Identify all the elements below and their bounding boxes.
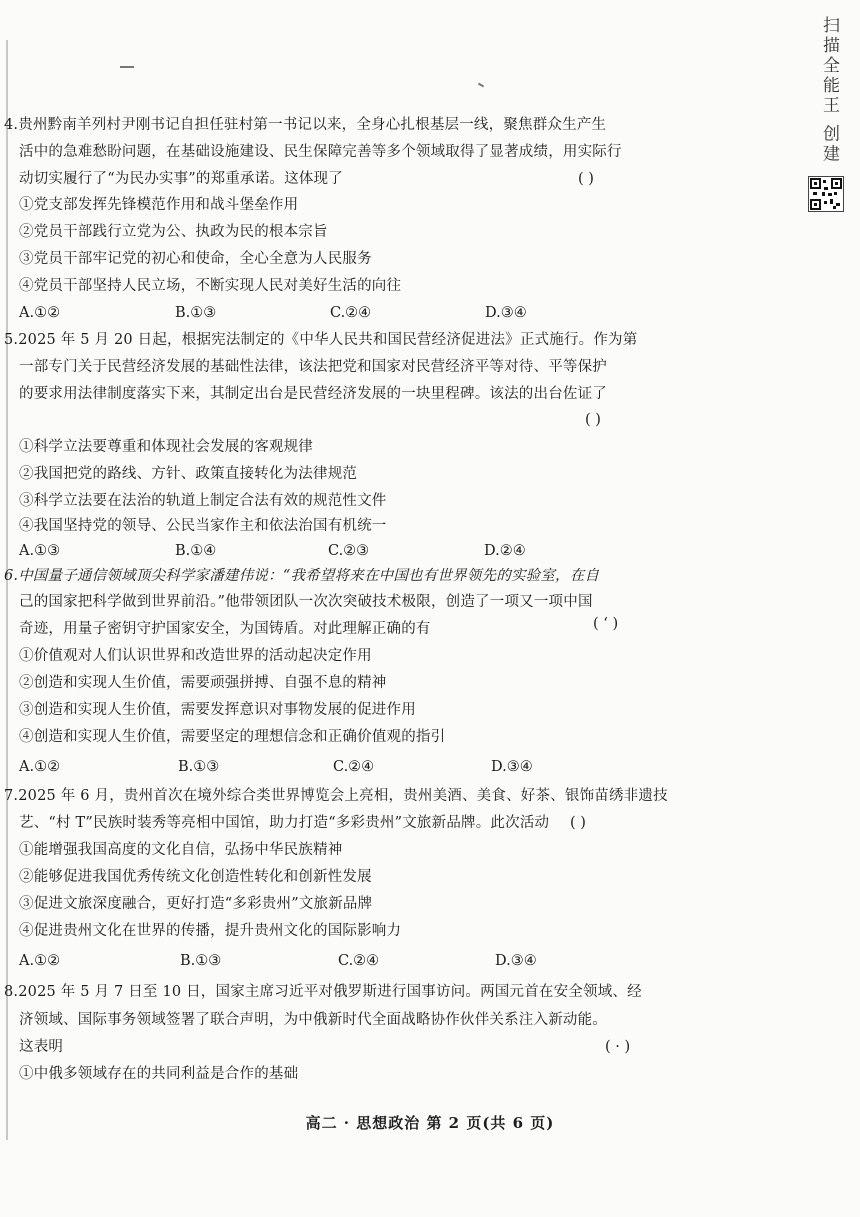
option-b: B.①③ bbox=[178, 759, 220, 775]
question-4-statement: ④党员干部坚持人民立场，不断实现人民对美好生活的向往 bbox=[19, 278, 402, 294]
question-5-stem-line: 的要求用法律制度落实下来，其制定出台是民营经济发展的一块里程碑。该法的出台佐证了 bbox=[19, 386, 607, 402]
question-8-stem-line: 这表明 bbox=[19, 1039, 64, 1055]
question-6-statement: ②创造和实现人生价值，需要顽强拼搏、自强不息的精神 bbox=[19, 675, 387, 691]
qr-code-icon bbox=[808, 176, 844, 212]
option-c: C.②④ bbox=[330, 305, 372, 321]
question-7-options bbox=[0, 952, 640, 970]
question-7-stem-line: 艺、“村 T”民族时装秀等亮相中国馆，助力打造“多彩贵州”文旅新品牌。此次活动 bbox=[19, 815, 550, 831]
question-4-answer-blank: ( ) bbox=[578, 171, 594, 187]
question-4-statement: ①党支部发挥先锋模范作用和战斗堡垒作用 bbox=[19, 197, 299, 213]
question-5-statement: ②我国把党的路线、方针、政策直接转化为法律规范 bbox=[19, 466, 358, 482]
question-5-answer-blank: ( ) bbox=[585, 412, 601, 428]
question-4-statement: ②党员干部践行立党为公、执政为民的根本宗旨 bbox=[19, 224, 328, 240]
question-8-statement: ①中俄多领域存在的共同利益是合作的基础 bbox=[19, 1066, 299, 1082]
option-b: B.①④ bbox=[175, 543, 217, 559]
question-7-statement: ①能增强我国高度的文化自信，弘扬中华民族精神 bbox=[19, 842, 343, 858]
question-4-stem-line: 动切实履行了“为民办实事”的郑重承诺。这体现了 bbox=[19, 171, 343, 187]
question-4-stem-line: 4.贵州黔南羊列村尹刚书记自担任驻村第一书记以来，全身心扎根基层一线，聚焦群众生产生 bbox=[4, 117, 607, 133]
option-a: A.①② bbox=[19, 759, 61, 775]
question-7-statement: ④促进贵州文化在世界的传播，提升贵州文化的国际影响力 bbox=[19, 923, 402, 939]
question-5-stem-line: 一部专门关于民营经济发展的基础性法律，该法把党和国家对民营经济平等对待、平等保护 bbox=[19, 359, 607, 375]
question-6-stem-line: 6.中国量子通信领域顶尖科学家潘建伟说：“我希望将来在中国也有世界领先的实验室，在自 bbox=[4, 568, 600, 584]
question-8-answer-blank: ( · ) bbox=[605, 1039, 631, 1055]
question-7-statement: ③促进文旅深度融合，更好打造“多彩贵州”文旅新品牌 bbox=[19, 896, 373, 912]
question-5-statement: ④我国坚持党的领导、公民当家作主和依法治国有机统一 bbox=[19, 518, 387, 534]
question-8-stem-line: 济领域、国际事务领域签署了联合声明，为中俄新时代全面战略协作伙伴关系注入新动能。 bbox=[19, 1012, 607, 1028]
page-footer: 高二 · 思想政治 第 2 页(共 6 页) bbox=[305, 1114, 555, 1132]
question-5-statement: ①科学立法要尊重和体现社会发展的客观规律 bbox=[19, 439, 313, 455]
option-c: C.②④ bbox=[338, 953, 380, 969]
option-b: B.①③ bbox=[175, 305, 217, 321]
option-a: A.①③ bbox=[19, 543, 61, 559]
option-c: C.②④ bbox=[333, 759, 375, 775]
question-6-statement: ①价值观对人们认识世界和改造世界的活动起决定作用 bbox=[19, 648, 372, 664]
scan-dash-mark bbox=[478, 83, 484, 88]
question-4-options bbox=[0, 304, 640, 322]
option-d: D.②④ bbox=[484, 543, 526, 559]
option-b: B.①③ bbox=[180, 953, 222, 969]
question-7-statement: ②能够促进我国优秀传统文化创造性转化和创新性发展 bbox=[19, 869, 372, 885]
question-7-stem-line: 7.2025 年 6 月，贵州首次在境外综合类世界博览会上亮相，贵州美酒、美食、好茶、银饰苗绣非遗技 bbox=[4, 788, 668, 804]
scanner-watermark: 扫描全能王 创建 bbox=[819, 16, 839, 165]
question-6-options bbox=[0, 758, 640, 776]
question-6-answer-blank: ( ‘ ) bbox=[593, 616, 619, 632]
option-d: D.③④ bbox=[495, 953, 537, 969]
question-6-stem-line: 奇迹，用量子密钥守护国家安全，为国铸盾。对此理解正确的有 bbox=[19, 621, 431, 637]
question-8-stem-line: 8.2025 年 5 月 7 日至 10 日，国家主席习近平对俄罗斯进行国事访问。两国元首在安全领域、经 bbox=[4, 984, 642, 1000]
question-5-statement: ③科学立法要在法治的轨道上制定合法有效的规范性文件 bbox=[19, 493, 387, 509]
scan-edge-mark bbox=[6, 40, 8, 1140]
option-c: C.②③ bbox=[328, 543, 370, 559]
question-4-stem-line: 活中的急难愁盼问题，在基础设施建设、民生保障完善等多个领域取得了显著成绩，用实际行 bbox=[19, 144, 622, 160]
question-6-statement: ④创造和实现人生价值，需要坚定的理想信念和正确价值观的指引 bbox=[19, 729, 446, 745]
question-5-stem-line: 5.2025 年 5 月 20 日起，根据宪法制定的《中华人民共和国民营经济促进法》正式施行。作为第 bbox=[4, 332, 638, 348]
question-6-statement: ③创造和实现人生价值，需要发挥意识对事物发展的促进作用 bbox=[19, 702, 416, 718]
option-d: D.③④ bbox=[491, 759, 533, 775]
scan-dash-mark bbox=[120, 66, 134, 68]
option-a: A.①② bbox=[19, 953, 61, 969]
question-5-options bbox=[0, 542, 640, 560]
question-6-stem-line: 己的国家把科学做到世界前沿。”他带领团队一次次突破技术极限，创造了一项又一项中国 bbox=[19, 594, 593, 610]
question-7-answer-blank: ( ) bbox=[570, 815, 586, 831]
option-d: D.③④ bbox=[485, 305, 527, 321]
question-4-statement: ③党员干部牢记党的初心和使命，全心全意为人民服务 bbox=[19, 251, 372, 267]
option-a: A.①② bbox=[19, 305, 61, 321]
